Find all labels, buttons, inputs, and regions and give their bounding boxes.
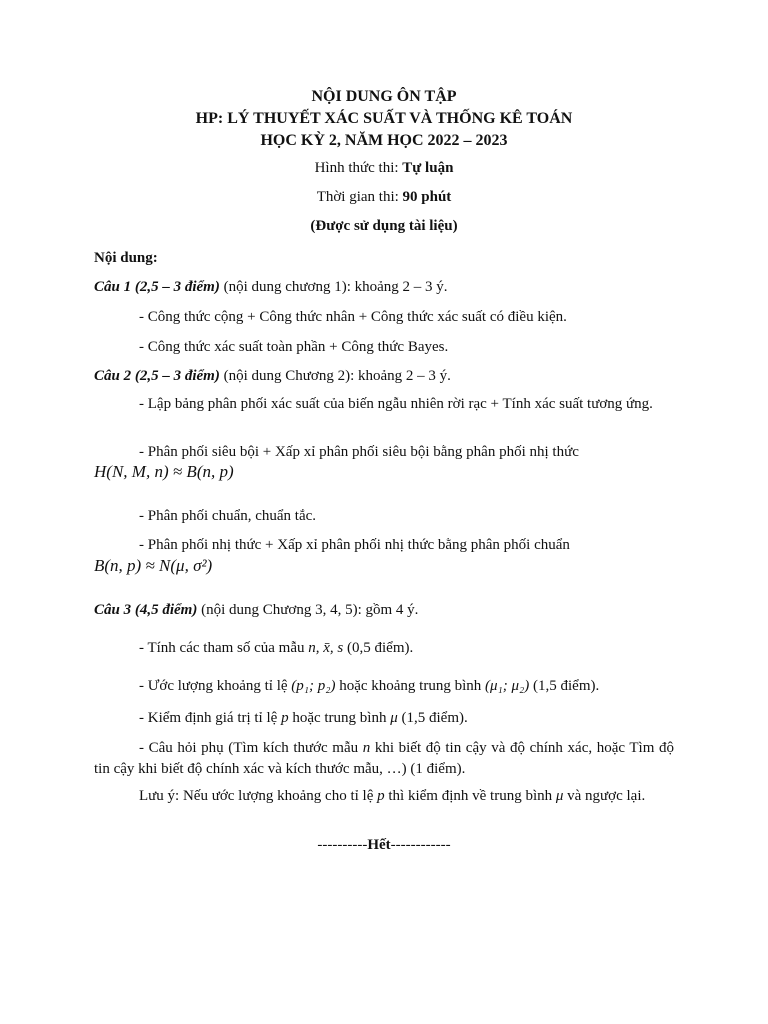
question-2-label: Câu 2 (2,5 – 3 điểm)	[94, 368, 220, 384]
exam-format-label: Hình thức thi:	[314, 160, 403, 176]
q3-item3-text: - Kiểm định giá trị tỉ lệ	[139, 710, 282, 726]
note-text: Lưu ý: Nếu ước lượng khoảng cho tỉ lệ	[139, 788, 378, 804]
question-2-heading	[94, 366, 451, 387]
sample-params-formula: n, x̄, s	[308, 640, 344, 656]
q3-item4-rest: khi biết độ tin cậy và độ chính xác, hoặc Tìm độ tin cậy khi biết độ chính xác và kích thước mẫu, …) (1 điểm).	[94, 740, 674, 777]
question-2-item-2: - Phân phối siêu bội + Xấp xỉ phân phối siêu bội bằng phân phối nhị thức	[139, 444, 579, 460]
q3-item3-mid: hoặc trung bình	[288, 710, 391, 726]
exam-time-value: 90 phút	[402, 189, 452, 205]
end-dashes-right: ------------	[390, 837, 451, 853]
end-word: Hết	[367, 837, 391, 853]
question-1-desc: (nội dung chương 1): khoảng 2 – 3 ý.	[219, 279, 448, 295]
header-line-2: HP: LÝ THUYẾT XÁC SUẤT VÀ THỐNG KÊ TOÁN	[195, 110, 573, 127]
end-dashes-left: ----------	[317, 837, 368, 853]
symbol-n: n	[362, 740, 371, 756]
question-3-item-3	[139, 708, 468, 729]
question-2-item-1: - Lập bảng phân phối xác suất của biến ngẫu nhiên rời rạc + Tính xác suất tương ứng.	[139, 396, 653, 412]
q3-item1-text: - Tính các tham số của mẫu	[139, 640, 309, 656]
q3-item2-text: - Ước lượng khoảng tỉ lệ	[139, 678, 292, 694]
question-2-desc: (nội dung Chương 2): khoảng 2 – 3 ý.	[219, 368, 451, 384]
question-3-item-4	[94, 738, 674, 780]
note-paragraph	[94, 786, 674, 807]
note-mid: thì kiểm định về trung bình	[384, 788, 556, 804]
question-2-item-3: - Phân phối chuẩn, chuẩn tắc.	[139, 508, 317, 524]
proportion-interval-formula: (p₁; p₂)	[291, 678, 336, 694]
question-1-heading	[94, 277, 448, 298]
exam-time	[0, 189, 768, 206]
exam-format-value: Tự luận	[402, 160, 454, 176]
mean-interval-formula: (μ₁; μ₂)	[485, 678, 530, 694]
question-3-heading	[94, 600, 418, 621]
question-1-label: Câu 1 (2,5 – 3 điểm)	[94, 279, 220, 295]
header-line-3: HỌC KỲ 2, NĂM HỌC 2022 – 2023	[260, 132, 508, 149]
symbol-p: p	[281, 710, 289, 726]
q3-item2-mid: hoặc khoảng trung bình	[335, 678, 486, 694]
hypergeometric-approx-formula: H(N, M, n) ≈ B(n, p)	[94, 462, 234, 481]
note-symbol-mu: μ	[555, 788, 564, 804]
note-symbol-p: p	[377, 788, 385, 804]
content-heading: Nội dung:	[94, 250, 158, 266]
question-1-item-2: - Công thức xác suất toàn phần + Công thức Bayes.	[139, 339, 449, 355]
q3-item3-points: (1,5 điểm).	[397, 710, 468, 726]
header-line-1: NỘI DUNG ÔN TẬP	[311, 88, 457, 105]
q3-item4-text: - Câu hỏi phụ (Tìm kích thước mẫu	[139, 740, 363, 756]
note-end: và ngược lại.	[563, 788, 646, 804]
exam-materials: (Được sử dụng tài liệu)	[310, 218, 458, 234]
document-header	[0, 86, 768, 152]
question-2-item-4: - Phân phối nhị thức + Xấp xỉ phân phối nhị thức bằng phân phối chuẩn	[139, 537, 570, 553]
q3-item2-points: (1,5 điểm).	[529, 678, 600, 694]
symbol-mu: μ	[390, 710, 398, 726]
exam-time-label: Thời gian thi:	[316, 189, 403, 205]
q3-item1-points: (0,5 điểm).	[343, 640, 414, 656]
end-marker	[0, 835, 768, 856]
question-3-label: Câu 3 (4,5 điểm)	[94, 602, 198, 618]
question-1-item-1: - Công thức cộng + Công thức nhân + Công thức xác suất có điều kiện.	[139, 309, 567, 325]
question-3-desc: (nội dung Chương 3, 4, 5): gồm 4 ý.	[197, 602, 419, 618]
exam-format	[0, 160, 768, 177]
normal-approx-formula: B(n, p) ≈ N(μ, σ²)	[94, 556, 213, 575]
question-3-item-2	[139, 676, 599, 697]
question-3-item-1	[139, 638, 413, 659]
